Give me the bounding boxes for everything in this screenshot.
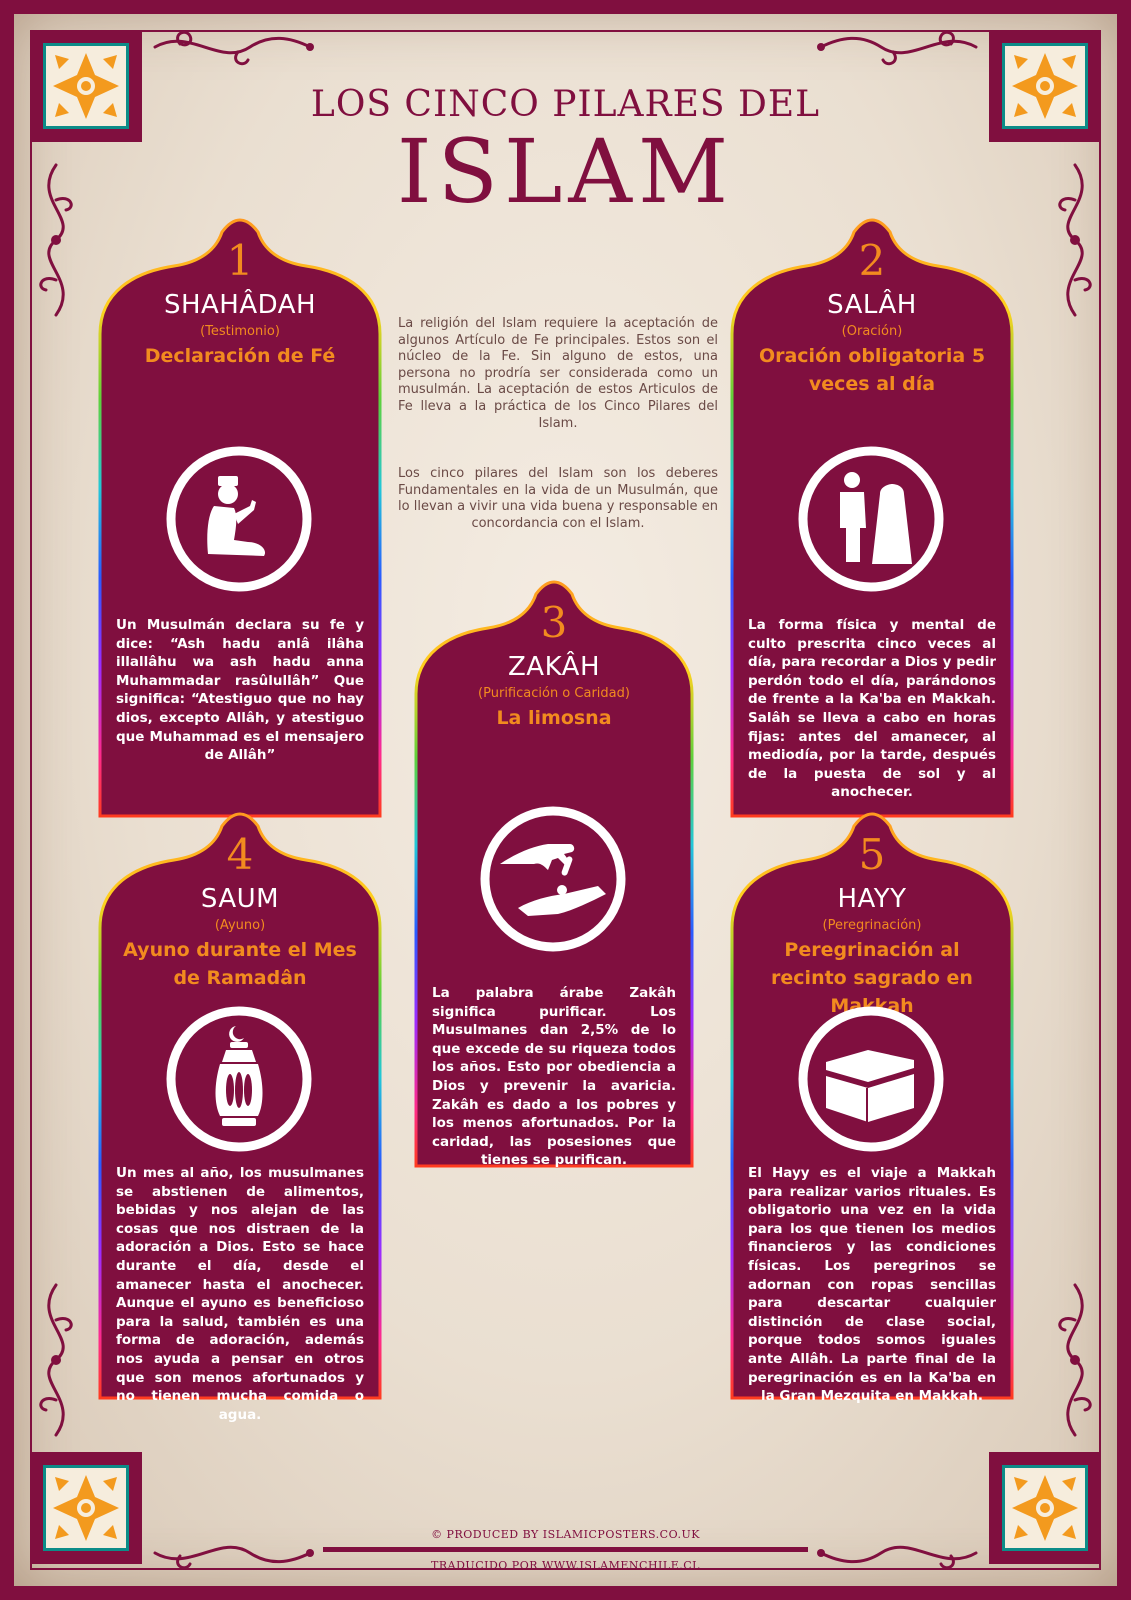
flourish-top-left-icon [150,22,320,72]
pillar-subtitle: La limosna [496,707,612,729]
pillar-number: 1 [226,236,254,285]
pillar-name: SAUM [200,884,280,914]
man-and-woman-icon [796,444,946,598]
lantern-icon [164,1004,314,1158]
pillar-subtitle: Oración obligatoria 5 veces al día [758,345,986,395]
pillar-card-saum [98,808,382,1423]
pillar-subtitle: Declaración de Fé [144,345,336,367]
pillar-number: 5 [858,830,886,879]
pillar-description: La palabra árabe Zakâh significa purificar. Los Musulmanes dan 2,5% de lo que excede de su riqueza todos los años. Esto por obediencia a Dios y prevenir la avaricia. Zakâh es dado a los pobres y los menos afortunados. Por la caridad, las posesiones que tienes se purifican. [432,985,676,1169]
giving-hands-icon [478,804,628,958]
pillar-description: El Hayy es el viaje a Makkah para realizar varios rituales. Es obligatorio una vez en la vida para los que tienen los medios financieros y las condiciones físicas. Los peregrinos se adornan con ropas sencillas para descartar cualquier distinción de clase social, porque todos somos iguales ante Allâh. La parte final de la peregrinación es en la Ka'ba en la Gran Mezquita en Makkah. [748,1165,996,1405]
pillar-meaning: (Ayuno) [214,918,266,933]
poster-title-line2: ISLAM [396,120,735,223]
pillar-card-shahadah [98,214,382,818]
pillar-subtitle: Peregrinación al recinto sagrado en Makkah [771,939,973,1017]
pillar-meaning: (Peregrinación) [822,918,922,933]
footer-divider [323,1547,808,1552]
pillar-number: 3 [540,598,568,647]
pillar-name: SALÂH [827,290,917,320]
pillar-number: 2 [858,236,886,285]
pillar-name: SHAHÂDAH [163,290,317,320]
pillar-meaning: (Oración) [841,324,903,339]
translated-by-credit: TRADUCIDO POR WWW.ISLAMENCHILE.CL [431,1559,700,1572]
poster-title-line1: LOS CINCO PILARES DEL [310,84,821,125]
flourish-top-right-icon [811,22,981,72]
pillar-description: Un Musulmán declara su fe y dice: “Ash hadu anlâ ilâha illallâhu wa ash hadu anna Muhammadar rasûlullâh” Que significa: “Atestiguo que no hay dios, excepto Allâh, y atestiguo que Muhammad es el mensajero de Allâh” [116,617,364,764]
praying-person-icon [164,444,314,598]
pillar-card-salah [730,214,1014,818]
pillar-name: ZAKÂH [507,652,601,682]
pillar-card-hayy [730,808,1014,1405]
corner-ornament-bottom-left [30,1452,142,1564]
produced-by-credit: © PRODUCED BY ISLAMICPOSTERS.CO.UK [431,1528,700,1541]
intro-paragraph-2: Los cinco pilares del Islam son los deberes Fundamentales en la vida de un Musulmán, que lo llevan a vivir una vida buena y responsable en concordancia con el Islam. [398,466,718,531]
pillar-meaning: (Testimonio) [200,324,280,339]
flourish-right-lower-icon [1045,1280,1105,1440]
corner-ornament-bottom-right [989,1452,1101,1564]
pillar-name: HAYY [837,884,907,914]
pillar-card-zakah [414,576,694,1168]
pillar-subtitle: Ayuno durante el Mes de Ramadân [123,939,357,989]
pillar-meaning: (Purificación o Caridad) [478,686,630,701]
flourish-left-lower-icon [26,1280,86,1440]
pillar-number: 4 [226,830,254,879]
pillar-description: Un mes al año, los musulmanes se abstienen de alimentos, bebidas y nos alejan de las cosas que nos distraen de la adoración a Dios. Esto se hace durante el día, desde el amanecer hasta el anochecer. Aunque el ayuno es beneficioso para la salud, también es una forma de adoración, además nos ayuda a pensar en otros que son menos afortunados y no tienen mucha comida o agua. [116,1165,364,1423]
intro-paragraph-1: La religión del Islam requiere la aceptación de algunos Artículo de Fe principales. Estos son el núcleo de la Fe. Sin alguno de estos, una persona no prodría ser considerada como un musulmán. La aceptación de estos Articulos de Fe lleva a la práctica de los Cinco Pilares del Islam. [398,316,718,431]
kaaba-icon [796,1004,946,1158]
pillar-description: La forma física y mental de culto prescrita cinco veces al día, para recordar a Dios y pedir perdón todo el día, parándonos de frente a la Ka'ba en Makkah. Salâh se lleva a cabo en horas fijas: antes del amanecer, al mediodía, por la tarde, después de la puesta de sol y al anochecer. [748,617,996,801]
